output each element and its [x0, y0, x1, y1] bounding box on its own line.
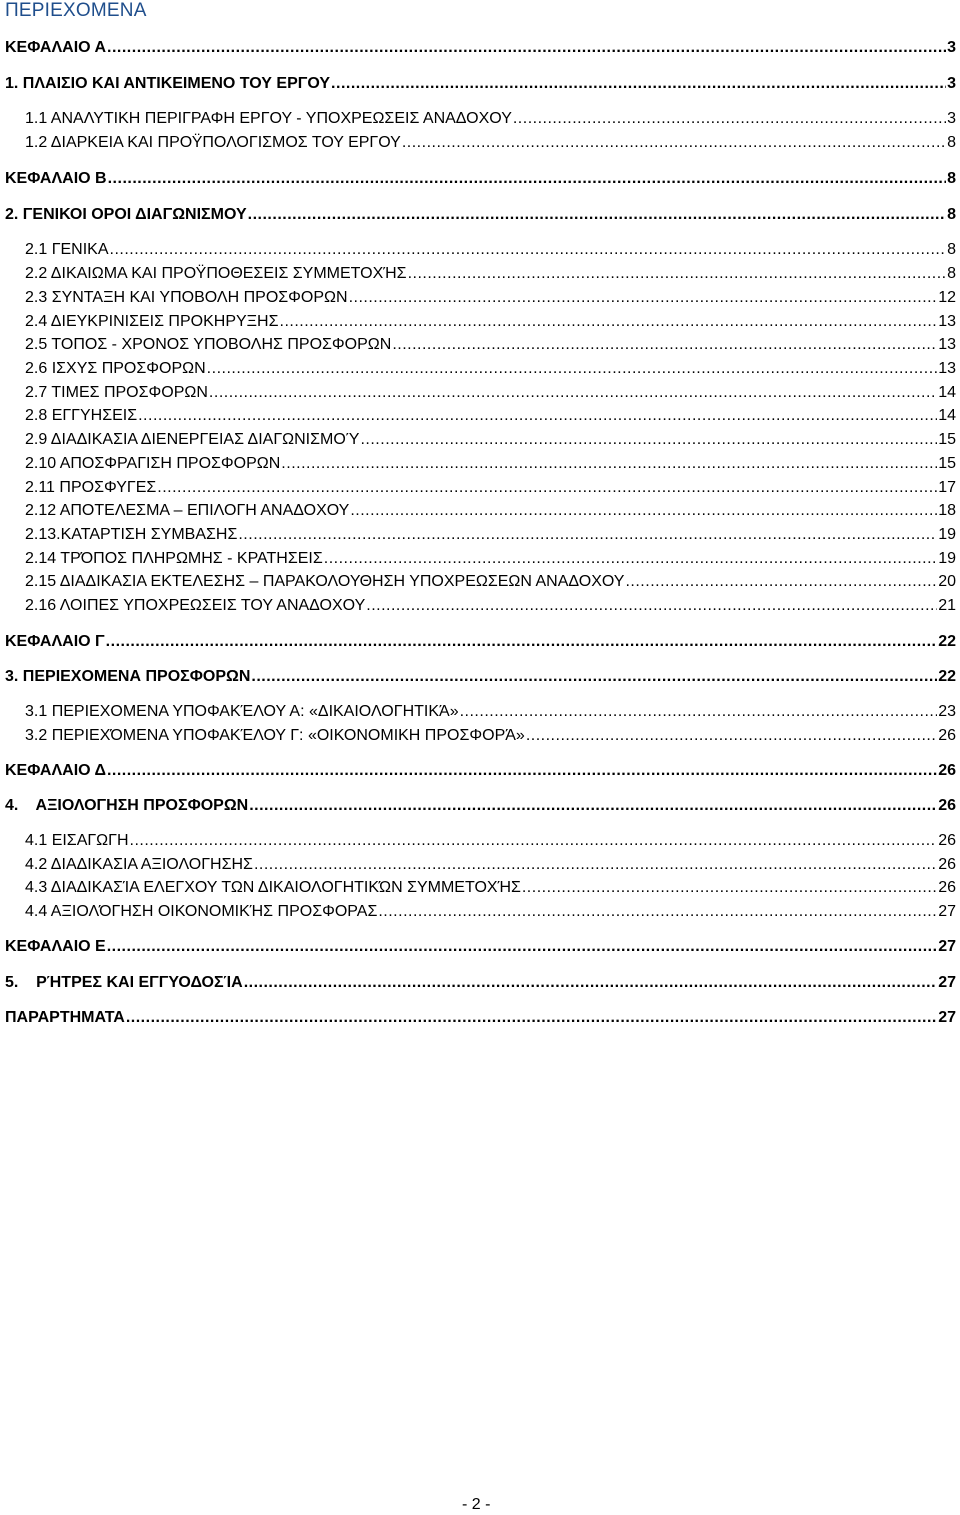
toc-entry-page: 3 [947, 75, 956, 92]
dot-leader [360, 430, 937, 450]
toc-entry-label: 1. ΠΛΑΙΣΙΟ ΚΑΙ ΑΝΤΙΚΕΙΜΕΝΟ ΤΟΥ ΕΡΓΟΥ [5, 75, 331, 92]
toc-entry-2-11[interactable] [25, 478, 956, 498]
toc-entry-page: 13 [938, 313, 956, 330]
dot-leader [209, 383, 937, 403]
toc-entry-label: 1.2 ΔΙΑΡΚΕΙΑ ΚΑΙ ΠΡΟΫΠΟΛΟΓΙΣΜΟΣ ΤΟΥ ΕΡΓΟΥ [25, 134, 401, 151]
toc-entry-page: 26 [938, 832, 956, 849]
toc-entry-label: ΚΕΦΑΛΑΙΟ Γ [5, 633, 105, 650]
page-title: ΠΕΡΙΕΧΟΜΕΝΑ [5, 0, 147, 21]
toc-entry-2-15[interactable] [25, 572, 956, 592]
toc-entry-chapter-e[interactable] [5, 937, 956, 957]
dot-leader [207, 359, 938, 379]
toc-entry-page: 14 [938, 407, 956, 424]
dot-leader [110, 240, 947, 260]
toc-entry-label: ΚΕΦΑΛΑΙΟ Β [5, 170, 107, 187]
dot-leader [350, 501, 937, 521]
toc-entry-label: 2.16 ΛΟΙΠΕΣ ΥΠΟΧΡΕΩΣΕΙΣ ΤΟΥ ΑΝΑΔΟΧΟΥ [25, 597, 366, 614]
dot-leader [460, 702, 938, 722]
toc-entry-label: 2.14 ΤΡΌΠΟΣ ΠΛΗΡΩΜΗΣ - ΚΡΑΤΗΣΕΙΣ [25, 550, 323, 567]
toc-entry-page: 3 [947, 110, 956, 127]
toc-entry-section-3[interactable] [5, 667, 956, 687]
toc-entry-2-16[interactable] [25, 596, 956, 616]
toc-entry-label: 3.2 ΠΕΡΙΕΧΌΜΕΝΑ ΥΠΟΦΑΚΈΛΟΥ Γ: «ΟΙΚΟΝΟΜΙΚΗ ΠΡΟΣΦΟΡΆ» [25, 727, 525, 744]
toc-entry-2-4[interactable] [25, 312, 956, 332]
toc-entry-3-1[interactable] [25, 702, 956, 722]
toc-entry-page: 8 [947, 170, 956, 187]
dot-leader [349, 288, 938, 308]
toc-entry-label: 3.1 ΠΕΡΙΕΧΟΜΕΝΑ ΥΠΟΦΑΚΈΛΟΥ Α: «ΔΙΚΑΙΟΛΟΓΗΤΙΚΆ» [25, 703, 459, 720]
toc-entry-page: 26 [938, 797, 956, 814]
dot-leader [244, 973, 938, 993]
toc-entry-2-3[interactable] [25, 288, 956, 308]
toc-entry-2-2[interactable] [25, 264, 956, 284]
toc-entry-label: 2.4 ΔΙΕΥΚΡΙΝΙΣΕΙΣ ΠΡΟΚΗΡΥΞΗΣ [25, 313, 279, 330]
toc-entry-page: 12 [938, 289, 956, 306]
toc-entry-page: 21 [938, 597, 956, 614]
toc-entry-label: 4.1 ΕΙΣΑΓΩΓΗ [25, 832, 129, 849]
toc-entry-page: 8 [947, 265, 956, 282]
toc-entry-label: 2.10 ΑΠΟΣΦΡΑΓΙΣΗ ΠΡΟΣΦΟΡΩΝ [25, 455, 281, 472]
dot-leader [157, 478, 937, 498]
dot-leader [108, 169, 946, 189]
toc-entry-label: 2.12 ΑΠΟΤΕΛΕΣΜΑ – ΕΠΙΛΟΓΗ ΑΝΑΔΟΧΟΥ [25, 502, 350, 519]
toc-entry-label: 2.8 ΕΓΓΥΗΣΕΙΣ [25, 407, 138, 424]
toc-entry-page: 14 [938, 384, 956, 401]
toc-entry-chapter-b[interactable] [5, 169, 956, 189]
dot-leader [392, 335, 937, 355]
toc-entry-page: 23 [938, 703, 956, 720]
toc-entry-chapter-c[interactable] [5, 632, 956, 652]
toc-entry-label: 2.13.ΚΑΤΑΡΤΙΣΗ ΣΥΜΒΑΣΗΣ [25, 526, 238, 543]
dot-leader [378, 902, 937, 922]
toc-entry-page: 13 [938, 336, 956, 353]
page-number: - 2 - [462, 1496, 491, 1513]
dot-leader [408, 264, 947, 284]
toc-entry-page: 3 [947, 39, 956, 56]
toc-entry-page: 13 [938, 360, 956, 377]
toc-entry-label: 2.3 ΣΥΝΤΑΞΗ ΚΑΙ ΥΠΟΒΟΛΗ ΠΡΟΣΦΟΡΩΝ [25, 289, 348, 306]
dot-leader [366, 596, 937, 616]
toc-entry-label: 4.4 ΑΞΙΟΛΌΓΗΣΗ ΟΙΚΟΝΟΜΙΚΉΣ ΠΡΟΣΦΟΡΑΣ [25, 903, 378, 920]
toc-entry-label: ΚΕΦΑΛΑΙΟ Α [5, 39, 107, 56]
toc-entry-label: 2.7 ΤΙΜΕΣ ΠΡΟΣΦΟΡΩΝ [25, 384, 208, 401]
toc-entry-label: 3. ΠΕΡΙΕΧΟΜΕΝΑ ΠΡΟΣΦΟΡΩΝ [5, 668, 251, 685]
dot-leader [251, 667, 937, 687]
toc-entry-page: 22 [938, 633, 956, 650]
toc-entry-4-4[interactable] [25, 902, 956, 922]
dot-leader [130, 831, 938, 851]
toc-entry-section-2[interactable] [5, 205, 956, 225]
toc-entry-page: 26 [938, 727, 956, 744]
toc-entry-3-2[interactable] [25, 726, 956, 746]
dot-leader [513, 109, 946, 129]
toc-entry-page: 27 [938, 1009, 956, 1026]
dot-leader [254, 855, 937, 875]
toc-entry-2-14[interactable] [25, 549, 956, 569]
toc-entry-page: 27 [938, 974, 956, 991]
toc-entry-label: 2.2 ΔΙΚΑΙΩΜΑ ΚΑΙ ΠΡΟΫΠΟΘΕΣΕΙΣ ΣΥΜΜΕΤΟΧΉΣ [25, 265, 407, 282]
toc-entry-chapter-a[interactable] [5, 38, 956, 58]
toc-entry-2-7[interactable] [25, 383, 956, 403]
toc-entry-label: 2.9 ΔΙΑΔΙΚΑΣΙΑ ΔΙΕΝΕΡΓΕΙΑΣ ΔΙΑΓΩΝΙΣΜΟΎ [25, 431, 360, 448]
toc-entry-label: 1.1 ΑΝΑΛΥΤΙΚΗ ΠΕΡΙΓΡΑΦΗ ΕΡΓΟΥ - ΥΠΟΧΡΕΩΣΕΙΣ ΑΝΑΔΟΧΟΥ [25, 110, 512, 127]
toc-entry-label: 4.2 ΔΙΑΔΙΚΑΣΙΑ ΑΞΙΟΛΟΓΗΣΗΣ [25, 856, 253, 873]
toc-entry-chapter-d[interactable] [5, 761, 956, 781]
toc-entry-page: 26 [938, 762, 956, 779]
toc-entry-page: 8 [947, 241, 956, 258]
toc-entry-page: 22 [938, 668, 956, 685]
toc-entry-1-1[interactable] [25, 109, 956, 129]
dot-leader [107, 38, 946, 58]
toc-entry-label: 2.1 ΓΕΝΙΚΑ [25, 241, 109, 258]
toc-entry-2-1[interactable] [25, 240, 956, 260]
toc-entry-label: 2.5 ΤΟΠΟΣ - ΧΡΟΝΟΣ ΥΠΟΒΟΛΗΣ ΠΡΟΣΦΟΡΩΝ [25, 336, 392, 353]
dot-leader [625, 572, 937, 592]
dot-leader [107, 937, 937, 957]
toc-entry-page: 8 [947, 206, 956, 223]
dot-leader [324, 549, 937, 569]
toc-entry-4-2[interactable] [25, 855, 956, 875]
toc-entry-page: 17 [938, 479, 956, 496]
dot-leader [249, 796, 937, 816]
dot-leader [281, 454, 937, 474]
toc-entry-label: 2. ΓΕΝΙΚΟΙ ΟΡΟΙ ΔΙΑΓΩΝΙΣΜΟΥ [5, 206, 247, 223]
dot-leader [280, 312, 938, 332]
toc-entry-page: 20 [938, 573, 956, 590]
dot-leader [331, 74, 946, 94]
dot-leader [526, 726, 937, 746]
toc-entry-2-9[interactable] [25, 430, 956, 450]
dot-leader [126, 1008, 937, 1028]
toc-entry-label: ΚΕΦΑΛΑΙΟ Δ [5, 762, 106, 779]
toc-entry-page: 8 [947, 134, 956, 151]
toc-entry-page: 27 [938, 903, 956, 920]
toc-entry-4-1[interactable] [25, 831, 956, 851]
toc-entry-label: ΚΕΦΑΛΑΙΟ Ε [5, 938, 106, 955]
dot-leader [248, 205, 946, 225]
toc-entry-page: 26 [938, 856, 956, 873]
toc-entry-page: 19 [938, 526, 956, 543]
toc-entry-page: 19 [938, 550, 956, 567]
toc-entry-section-5[interactable] [5, 973, 956, 993]
toc-entry-label: 5. ΡΉΤΡΕΣ ΚΑΙ ΕΓΓΥΟΔΟΣΊΑ [5, 974, 243, 991]
toc-entry-appendices[interactable] [5, 1008, 956, 1028]
toc-entry-page: 27 [938, 938, 956, 955]
dot-leader [107, 761, 937, 781]
toc-entry-section-1[interactable] [5, 74, 956, 94]
toc-entry-label: 2.11 ΠΡΟΣΦΥΓΕΣ [25, 479, 157, 496]
toc-entry-2-6[interactable] [25, 359, 956, 379]
toc-entry-2-5[interactable] [25, 335, 956, 355]
toc-entry-2-8[interactable] [25, 406, 956, 426]
toc-entry-1-2[interactable] [25, 133, 956, 153]
toc-entry-label: 4. ΑΞΙΟΛΟΓΗΣΗ ΠΡΟΣΦΟΡΩΝ [5, 797, 249, 814]
toc-entry-page: 18 [938, 502, 956, 519]
toc-entry-label: ΠΑΡΑΡΤΗΜΑΤΑ [5, 1009, 125, 1026]
toc-entry-page: 26 [938, 879, 956, 896]
toc-entry-2-13[interactable] [25, 525, 956, 545]
toc-entry-label: 4.3 ΔΙΑΔΙΚΑΣΊΑ ΕΛΕΓΧΟΥ ΤΩΝ ΔΙΚΑΙΟΛΟΓΗΤΙΚΏΝ ΣΥΜΜΕΤΟΧΉΣ [25, 879, 521, 896]
dot-leader [402, 133, 946, 153]
toc-entry-2-10[interactable] [25, 454, 956, 474]
dot-leader [138, 406, 937, 426]
dot-leader [238, 525, 937, 545]
toc-entry-page: 15 [938, 455, 956, 472]
toc-entry-4-3[interactable] [25, 878, 956, 898]
toc-entry-label: 2.15 ΔΙΑΔΙΚΑΣΙΑ ΕΚΤΕΛΕΣΗΣ – ΠΑΡΑΚΟΛΟΥΘΗΣΗ ΥΠΟΧΡΕΩΣΕΩΝ ΑΝΑΔΟΧΟΥ [25, 573, 625, 590]
toc-entry-2-12[interactable] [25, 501, 956, 521]
toc-entry-section-4[interactable] [5, 796, 956, 816]
toc-entry-page: 15 [938, 431, 956, 448]
dot-leader [106, 632, 938, 652]
toc-entry-label: 2.6 ΙΣΧΥΣ ΠΡΟΣΦΟΡΩΝ [25, 360, 206, 377]
dot-leader [522, 878, 937, 898]
